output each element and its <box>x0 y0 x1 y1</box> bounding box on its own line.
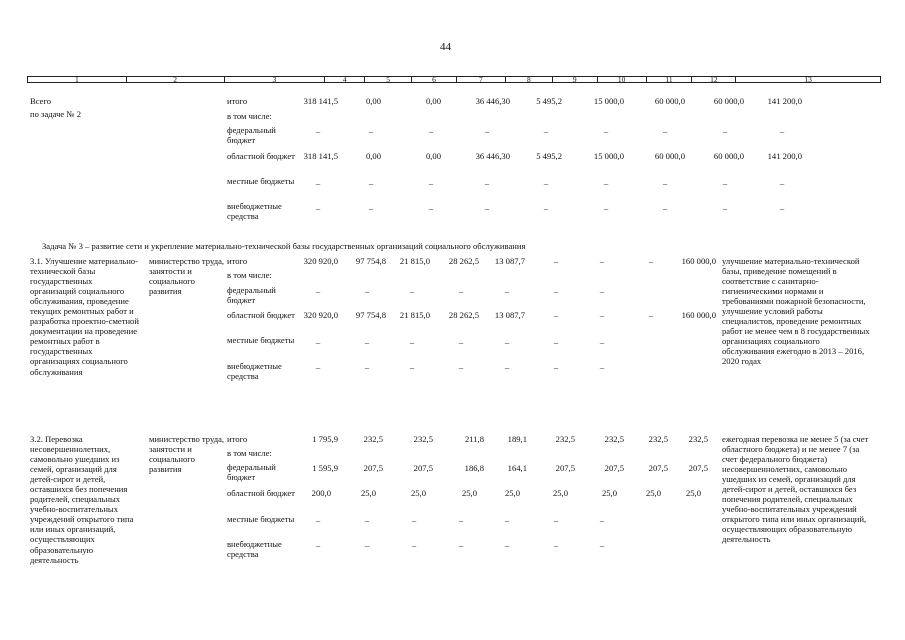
item-3-2-total-value: 232,5 <box>604 434 624 444</box>
item-3-2-federal-value: 207,5 <box>555 463 575 473</box>
source-label-including: в том числе: <box>227 448 272 458</box>
totals-total-value: 60 000,0 <box>654 96 685 106</box>
item-3-1-total-value: – <box>553 256 559 266</box>
item-3-2-local-dash: – <box>553 515 559 525</box>
item-3-2-local-dash: – <box>411 515 417 525</box>
totals-total-value: 0,00 <box>365 96 381 106</box>
item-3-2-extrabudget-dash: – <box>411 540 417 550</box>
totals-local-dash: – <box>368 178 374 188</box>
source-label-including: в том числе: <box>227 270 272 280</box>
item-3-2-local-dash: – <box>364 515 370 525</box>
item-3-1-local-dash: – <box>599 337 605 347</box>
item-name: 3.1. Улучшение материально-технической базы государственных организаций социального обслуживания, проведение текущих ремонтных работ и разработка проектно-сметной документации на проведение ремонтных работ в государственных организациях социального обслуживания <box>30 256 139 377</box>
item-3-2-extrabudget-dash: – <box>364 540 370 550</box>
totals-subtitle: по задаче № 2 <box>30 109 82 119</box>
source-label-extrabudget: внебюджетные средства <box>227 361 282 382</box>
item-3-1-local-dash: – <box>409 337 415 347</box>
item-3-2-total-value: 232,5 <box>648 434 668 444</box>
column-header: 11 <box>647 77 693 82</box>
item-3-2-federal-value: 207,5 <box>413 463 433 473</box>
item-3-1-regional-value: 21 815,0 <box>399 310 430 320</box>
source-label-federal: федеральный бюджет <box>227 462 276 483</box>
column-header: 4 <box>325 77 365 82</box>
item-3-1-extrabudget-dash: – <box>504 362 510 372</box>
item-3-2-regional-value: 25,0 <box>601 488 617 498</box>
item-3-2-total-value: 189,1 <box>507 434 527 444</box>
column-header: 3 <box>225 77 326 82</box>
totals-federal-dash: – <box>368 126 374 136</box>
item-3-2-total-value: 211,8 <box>464 434 484 444</box>
item-3-1-total-value: 28 262,5 <box>448 256 479 266</box>
totals-local-dash: – <box>315 178 321 188</box>
item-3-1-federal-dash: – <box>364 286 370 296</box>
item-3-2-local-dash: – <box>599 515 605 525</box>
item-3-2-extrabudget-dash: – <box>599 540 605 550</box>
totals-extrabudget-dash: – <box>722 203 728 213</box>
totals-federal-dash: – <box>779 126 785 136</box>
totals-total-value: 0,00 <box>425 96 441 106</box>
totals-extrabudget-dash: – <box>543 203 549 213</box>
item-3-2-total-value: 232,5 <box>413 434 433 444</box>
item-3-2-local-dash: – <box>504 515 510 525</box>
column-header: 12 <box>692 77 736 82</box>
item-3-1-federal-dash: – <box>458 286 464 296</box>
item-3-1-regional-value: – <box>648 310 654 320</box>
item-3-2-federal-value: 1 595,9 <box>312 463 338 473</box>
item-3-1-extrabudget-dash: – <box>553 362 559 372</box>
task-heading: Задача № 3 – развитие сети и укрепление материально-технической базы государственных организаций социального обслуживания <box>42 241 526 251</box>
totals-local-dash: – <box>779 178 785 188</box>
item-3-2-extrabudget-dash: – <box>458 540 464 550</box>
item-executor: министерство труда, занятости и социального развития <box>149 434 225 475</box>
totals-regional-value: 318 141,5 <box>303 151 338 161</box>
totals-regional-value: 60 000,0 <box>654 151 685 161</box>
item-3-1-extrabudget-dash: – <box>458 362 464 372</box>
totals-total-value: 36 446,30 <box>475 96 510 106</box>
totals-federal-dash: – <box>603 126 609 136</box>
totals-extrabudget-dash: – <box>368 203 374 213</box>
item-3-1-regional-value: – <box>599 310 605 320</box>
totals-regional-value: 0,00 <box>365 151 381 161</box>
totals-total-value: 318 141,5 <box>303 96 338 106</box>
totals-regional-value: 15 000,0 <box>593 151 624 161</box>
source-label-regional: областной бюджет <box>227 310 295 320</box>
item-executor: министерство труда, занятости и социального развития <box>149 256 225 297</box>
totals-federal-dash: – <box>428 126 434 136</box>
source-label-local: местные бюджеты <box>227 176 295 186</box>
source-label-total: итого <box>227 434 248 444</box>
column-header: 1 <box>28 77 127 82</box>
item-3-1-regional-value: 160 000,0 <box>681 310 716 320</box>
source-label-extrabudget: внебюджетные средства <box>227 201 282 222</box>
item-3-1-federal-dash: – <box>315 286 321 296</box>
source-label-regional: областной бюджет <box>227 488 295 498</box>
column-header: 8 <box>506 77 553 82</box>
totals-federal-dash: – <box>315 126 321 136</box>
item-3-2-regional-value: 25,0 <box>504 488 520 498</box>
item-3-1-extrabudget-dash: – <box>364 362 370 372</box>
item-3-1-total-value: – <box>648 256 654 266</box>
item-3-1-total-value: – <box>599 256 605 266</box>
column-header: 2 <box>127 77 225 82</box>
totals-local-dash: – <box>543 178 549 188</box>
totals-local-dash: – <box>662 178 668 188</box>
item-3-1-local-dash: – <box>315 337 321 347</box>
source-label-regional: областной бюджет <box>227 151 295 161</box>
totals-regional-value: 0,00 <box>425 151 441 161</box>
totals-regional-value: 5 495,2 <box>536 151 562 161</box>
source-label-federal: федеральный бюджет <box>227 285 276 306</box>
item-3-1-federal-dash: – <box>599 286 605 296</box>
column-header: 9 <box>553 77 598 82</box>
item-3-2-extrabudget-dash: – <box>553 540 559 550</box>
totals-local-dash: – <box>428 178 434 188</box>
item-3-2-federal-value: 207,5 <box>688 463 708 473</box>
item-3-2-regional-value: 25,0 <box>552 488 568 498</box>
item-3-2-regional-value: 200,0 <box>311 488 331 498</box>
item-3-2-local-dash: – <box>458 515 464 525</box>
totals-total-value: 15 000,0 <box>593 96 624 106</box>
totals-regional-value: 36 446,30 <box>475 151 510 161</box>
item-3-1-total-value: 13 087,7 <box>494 256 525 266</box>
item-3-1-local-dash: – <box>504 337 510 347</box>
source-label-local: местные бюджеты <box>227 514 295 524</box>
totals-total-value: 60 000,0 <box>713 96 744 106</box>
column-header: 6 <box>412 77 457 82</box>
item-3-2-extrabudget-dash: – <box>315 540 321 550</box>
item-3-2-federal-value: 207,5 <box>604 463 624 473</box>
item-3-1-extrabudget-dash: – <box>315 362 321 372</box>
item-result: ежегодная перевозка не менее 5 (за счет областного бюджета) и не менее 7 (за счет федерального бюджета) несовершеннолетних, самовольно ушедших из семей, организаций для детей-сирот и детей, оставшихся без попечения родителей, специальных учебно-воспитательных учреждений открытого типа или иных организаций, осуществляющих образовательную деятельность <box>722 434 869 545</box>
totals-total-value: 141 200,0 <box>767 96 802 106</box>
item-3-1-federal-dash: – <box>409 286 415 296</box>
item-3-2-local-dash: – <box>315 515 321 525</box>
item-3-2-total-value: 232,5 <box>363 434 383 444</box>
item-3-1-regional-value: 28 262,5 <box>448 310 479 320</box>
source-label-total: итого <box>227 96 248 106</box>
totals-regional-value: 60 000,0 <box>713 151 744 161</box>
totals-extrabudget-dash: – <box>428 203 434 213</box>
totals-title: Всего <box>30 96 52 106</box>
source-label-including: в том числе: <box>227 111 272 121</box>
item-3-1-total-value: 160 000,0 <box>681 256 716 266</box>
item-3-2-extrabudget-dash: – <box>504 540 510 550</box>
item-3-2-regional-value: 25,0 <box>360 488 376 498</box>
item-3-2-regional-value: 25,0 <box>685 488 701 498</box>
totals-extrabudget-dash: – <box>779 203 785 213</box>
item-3-1-total-value: 21 815,0 <box>399 256 430 266</box>
item-3-2-total-value: 1 795,9 <box>312 434 338 444</box>
item-3-1-federal-dash: – <box>504 286 510 296</box>
item-3-1-regional-value: 320 920,0 <box>303 310 338 320</box>
totals-total-value: 5 495,2 <box>536 96 562 106</box>
source-label-federal: федеральный бюджет <box>227 125 276 146</box>
item-3-1-local-dash: – <box>458 337 464 347</box>
item-3-2-regional-value: 25,0 <box>645 488 661 498</box>
item-3-1-regional-value: – <box>553 310 559 320</box>
item-3-2-total-value: 232,5 <box>688 434 708 444</box>
totals-local-dash: – <box>722 178 728 188</box>
totals-federal-dash: – <box>543 126 549 136</box>
item-name: 3.2. Перевозка несовершеннолетних, самовольно ушедших из семей, организаций для детей-сирот и детей, оставшихся без попечения родителей, специальных учебно-воспитательных учреждений открытого типа или иных организаций, осуществляющих образовательную деятельность <box>30 434 134 565</box>
totals-extrabudget-dash: – <box>662 203 668 213</box>
page-number: 44 <box>440 41 451 53</box>
item-3-1-local-dash: – <box>364 337 370 347</box>
item-3-1-total-value: 97 754,8 <box>355 256 386 266</box>
item-3-2-federal-value: 207,5 <box>648 463 668 473</box>
totals-federal-dash: – <box>662 126 668 136</box>
item-3-2-federal-value: 186,8 <box>464 463 484 473</box>
item-3-2-federal-value: 164,1 <box>507 463 527 473</box>
source-label-total: итого <box>227 256 248 266</box>
source-label-local: местные бюджеты <box>227 335 295 345</box>
totals-regional-value: 141 200,0 <box>767 151 802 161</box>
column-header: 7 <box>457 77 506 82</box>
item-3-1-total-value: 320 920,0 <box>303 256 338 266</box>
totals-federal-dash: – <box>484 126 490 136</box>
column-header: 10 <box>598 77 647 82</box>
totals-federal-dash: – <box>722 126 728 136</box>
item-result: улучшение материально-технической базы, приведение помещений в соответствие с санитарно-гигиеническими нормами и требованиями пожарной безопасности, улучшение условий работы специалистов, проведение ремонтных работ не менее чем в 8 государственных организациях социального обслуживания ежегодно в 2013 – 2016, 2020 годах <box>722 256 870 367</box>
totals-extrabudget-dash: – <box>603 203 609 213</box>
column-header: 13 <box>804 74 812 84</box>
item-3-1-regional-value: 13 087,7 <box>494 310 525 320</box>
totals-extrabudget-dash: – <box>484 203 490 213</box>
item-3-2-regional-value: 25,0 <box>410 488 426 498</box>
totals-local-dash: – <box>603 178 609 188</box>
totals-local-dash: – <box>484 178 490 188</box>
item-3-1-extrabudget-dash: – <box>599 362 605 372</box>
source-label-extrabudget: внебюджетные средства <box>227 539 282 560</box>
item-3-1-regional-value: 97 754,8 <box>355 310 386 320</box>
item-3-2-federal-value: 207,5 <box>363 463 383 473</box>
item-3-1-federal-dash: – <box>553 286 559 296</box>
item-3-1-local-dash: – <box>553 337 559 347</box>
column-header: 5 <box>365 77 412 82</box>
item-3-1-extrabudget-dash: – <box>409 362 415 372</box>
column-header-row <box>27 76 881 83</box>
item-3-2-total-value: 232,5 <box>555 434 575 444</box>
totals-extrabudget-dash: – <box>315 203 321 213</box>
item-3-2-regional-value: 25,0 <box>461 488 477 498</box>
